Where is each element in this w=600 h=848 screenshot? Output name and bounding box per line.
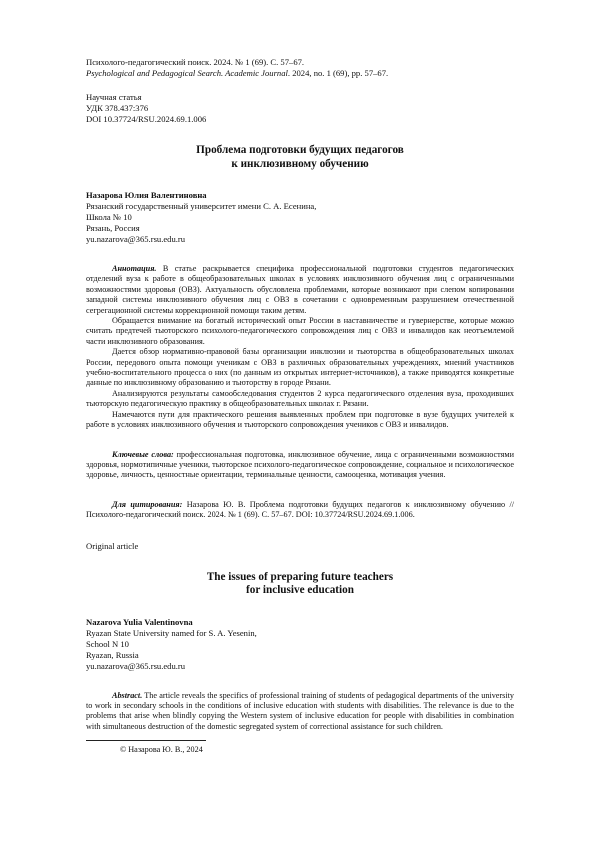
ru-keywords bbox=[86, 450, 514, 481]
ru-keywords-paragraph bbox=[86, 450, 514, 481]
article-meta bbox=[86, 92, 514, 125]
en-author: Nazarova Yulia Valentinovna bbox=[86, 616, 193, 627]
en-abstract-label: Abstract. bbox=[112, 690, 143, 700]
en-affiliation bbox=[86, 628, 514, 672]
en-abstract bbox=[86, 691, 514, 733]
en-title-line-2: for inclusive education bbox=[246, 584, 354, 597]
ru-source-line: Психолого-педагогический поиск. 2024. № 1 (69). С. 57–67. bbox=[86, 57, 305, 67]
ru-citation bbox=[86, 500, 514, 521]
ru-affiliation-city: Рязань, Россия bbox=[86, 223, 140, 233]
en-journal-name: Psychological and Pedagogical Search. Academic Journal bbox=[86, 68, 288, 78]
en-title-line-1: The issues of preparing future teachers bbox=[206, 570, 394, 583]
ru-email: yu.nazarova@365.rsu.edu.ru bbox=[86, 234, 186, 244]
en-source-rest: . 2024, no. 1 (69), pp. 57–67. bbox=[287, 68, 389, 78]
en-affiliation-school: School N 10 bbox=[86, 638, 129, 649]
copyright-footnote: © Назарова Ю. В., 2024 bbox=[120, 745, 203, 755]
ru-title bbox=[86, 144, 514, 171]
ru-abstract-paragraph bbox=[86, 264, 514, 316]
article-type: Научная статья bbox=[86, 92, 142, 102]
ru-affiliation bbox=[86, 201, 514, 245]
ru-author: Назарова Юлия Валентиновна bbox=[86, 190, 207, 200]
ru-abstract-paragraph: Дается обзор нормативно-правовой базы организации инклюзии и тьюторства в общеобразовательных школах России, передового опыта помощи ученикам с ОВЗ в различных образовательных учреждениях, мнений участников учебно-воспитательного процесса о них (по данным из открытых интернет-источников), а также приводятся конкретные данные по инклюзивному образованию и тьюторству в городе Рязани. bbox=[86, 347, 514, 388]
ru-abstract bbox=[86, 264, 514, 431]
en-source-line bbox=[86, 68, 514, 79]
ru-abstract-paragraph: Намечаются пути для практического решения выявленных проблем при подготовке в вузе будущих учителей к работе в условиях инклюзивного обучения и тьюторского сопровождения учеников с ОВЗ и инвалидов. bbox=[86, 409, 514, 430]
journal-header bbox=[86, 57, 514, 79]
ru-title-line-2: к инклюзивному обучению bbox=[231, 157, 369, 170]
ru-keywords-text: профессиональная подготовка, инклюзивное обучение, лица с ограниченными возможностями здоровья, нормотипичные ученики, тьюторское психолого-педагогическое сопровождение, социальное и психологическое здоровье, личность, ценностные ориентации, терминальные ценности, самооценка, мотивация учения. bbox=[86, 449, 514, 480]
ru-affiliation-university: Рязанский государственный университет имени С. А. Есенина, bbox=[86, 201, 317, 211]
doi: DOI 10.37724/RSU.2024.69.1.006 bbox=[86, 114, 207, 124]
en-abstract-paragraph bbox=[86, 691, 514, 733]
ru-title-line-1: Проблема подготовки будущих педагогов bbox=[196, 144, 404, 156]
ru-citation-paragraph bbox=[86, 500, 514, 521]
udc-code: УДК 378.437:376 bbox=[86, 103, 149, 113]
ru-abstract-paragraph: Обращается внимание на богатый исторический опыт России в наставничестве и гувернерстве, которые можно считать предтечей тьюторского психолого-педагогического сопровождения лиц с ОВЗ и инвалидов как неотъемлемой части инклюзивного образования. bbox=[86, 316, 514, 346]
ru-citation-text: Назарова Ю. В. Проблема подготовки будущих педагогов к инклюзивному обучению // Психолого-педагогический поиск. 2024. № 1 (69). С. 57–67. DOI: 10.37724/RSU.2024.69.1.006. bbox=[86, 499, 514, 520]
ru-affiliation-school: Школа № 10 bbox=[86, 212, 132, 222]
en-title bbox=[86, 571, 514, 598]
en-article-type: Original article bbox=[86, 540, 139, 551]
en-abstract-text: The article reveals the specifics of professional training of students of pedagogical departments of the university to work in secondary schools in the conditions of inclusive education with students with disabilities. The relevance is due to the problems that arise when blindly copying the Western system of inclusive education for people with disabilities in combination with simultaneous destruction of the domestic segregated system of correctional assistance for such children. bbox=[86, 690, 514, 731]
ru-abstract-label: Аннотация. bbox=[112, 264, 157, 273]
ru-abstract-paragraph: Анализируются результаты самообследования студентов 2 курса педагогического отделения вуза, проходивших тьюторскую педагогическую практику в общеобразовательных школах г. Рязани. bbox=[86, 388, 514, 409]
en-affiliation-university: Ryazan State University named for S. A. Yesenin, bbox=[86, 627, 257, 638]
ru-abstract-text-1: В статье раскрывается специфика профессиональной подготовки студентов педагогических отделений вуза к работе в общеобразовательных школах в условиях инклюзивного обучения лиц с ограниченными возможностями здоровья (ОВЗ). Актуальность обусловлена проблемами, которые возникают при слепом копировании западной системы инклюзивного обучения лиц с ОВЗ в сочетании с одновременным разрушением отечественной сегрегационной системы коррекционной помощи таким детям. bbox=[86, 264, 514, 315]
ru-keywords-label: Ключевые слова: bbox=[112, 449, 174, 459]
ru-citation-label: Для цитирования: bbox=[112, 499, 183, 509]
footnote-divider bbox=[86, 740, 206, 741]
en-affiliation-city: Ryazan, Russia bbox=[86, 649, 139, 660]
en-email: yu.nazarova@365.rsu.edu.ru bbox=[86, 660, 186, 671]
